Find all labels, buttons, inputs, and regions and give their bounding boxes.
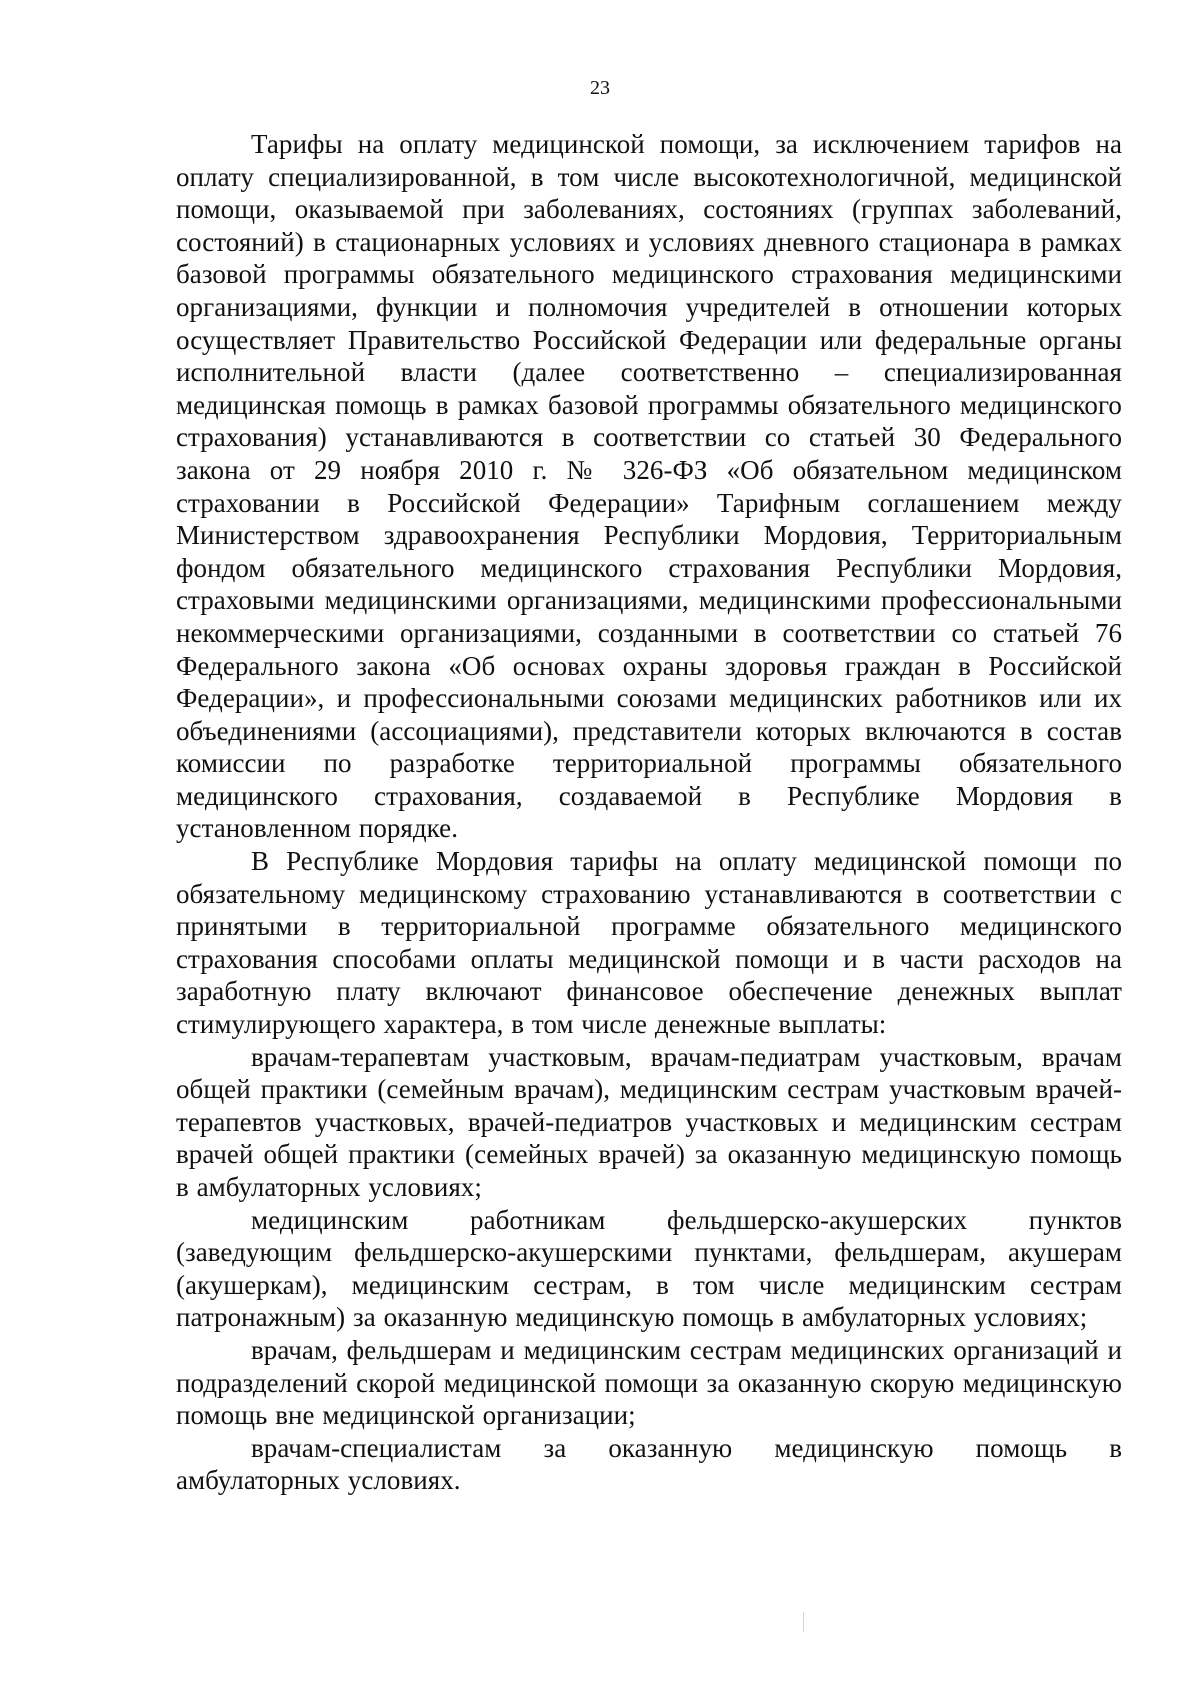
page-number: 23: [590, 77, 610, 99]
scan-artifact-line: [803, 1612, 804, 1632]
document-body: [176, 128, 1122, 1497]
paragraph-payments-feldsher-points: медицинским работникам фельдшерско-акушерских пунктов (заведующим фельдшерско-акушерскими пунктами, фельдшерам, акушерам (акушеркам), медицинским сестрам, в том числе медицинским сестрам патронажным) за оказанную медицинскую помощь в амбулаторных условиях;: [176, 1204, 1122, 1333]
paragraph-tariffs-mordovia: В Республике Мордовия тарифы на оплату медицинской помощи по обязательному медицинскому страхованию устанавливаются в соответствии с принятыми в территориальной программе обязательного медицинского страхования способами оплаты медицинской помощи и в части расходов на заработную плату включают финансовое обеспечение денежных выплат стимулирующего характера, в том числе денежные выплаты:: [176, 846, 1122, 1040]
paragraph-tariffs-base-program: Тарифы на оплату медицинской помощи, за исключением тарифов на оплату специализированной, в том числе высокотехнологичной, медицинской помощи, оказываемой при заболеваниях, состояниях (группах заболеваний, состояний) в стационарных условиях и условиях дневного стационара в рамках базовой программы обязательного медицинского страхования медицинскими организациями, функции и полномочия учредителей в отношении которых осуществляет Правительство Российской Федерации или федеральные органы исполнительной власти (далее соответственно – специализированная медицинская помощь в рамках базовой программы обязательного медицинского страхования) устанавливаются в соответствии со статьей 30 Федерального закона от 29 ноября 2010 г. № 326-ФЗ «Об обязательном медицинском страховании в Российской Федерации» Тарифным соглашением между Министерством здравоохранения Республики Мордовия, Территориальным фондом обязательного медицинского страхования Республики Мордовия, страховыми медицинскими организациями, медицинскими профессиональными некоммерческими организациями, созданными в соответствии со статьей 76 Федерального закона «Об основах охраны здоровья граждан в Российской Федерации», и профессиональными союзами медицинских работников или их объединениями (ассоциациями), представители которых включаются в состав комиссии по разработке территориальной программы обязательного медицинского страхования, создаваемой в Республике Мордовия в установленном порядке.: [176, 129, 1122, 844]
paragraph-payments-district-doctors: врачам-терапевтам участковым, врачам-педиатрам участковым, врачам общей практики (семейным врачам), медицинским сестрам участковым врачей-терапевтов участковых, врачей-педиатров участковых и медицинским сестрам врачей общей практики (семейных врачей) за оказанную медицинскую помощь в амбулаторных условиях;: [176, 1041, 1122, 1202]
paragraph-payments-emergency-care: врачам, фельдшерам и медицинским сестрам медицинских организаций и подразделений скорой медицинской помощи за оказанную скорую медицинскую помощь вне медицинской организации;: [176, 1334, 1122, 1431]
paragraph-payments-specialists: врачам-специалистам за оказанную медицинскую помощь в амбулаторных условиях.: [176, 1432, 1122, 1496]
